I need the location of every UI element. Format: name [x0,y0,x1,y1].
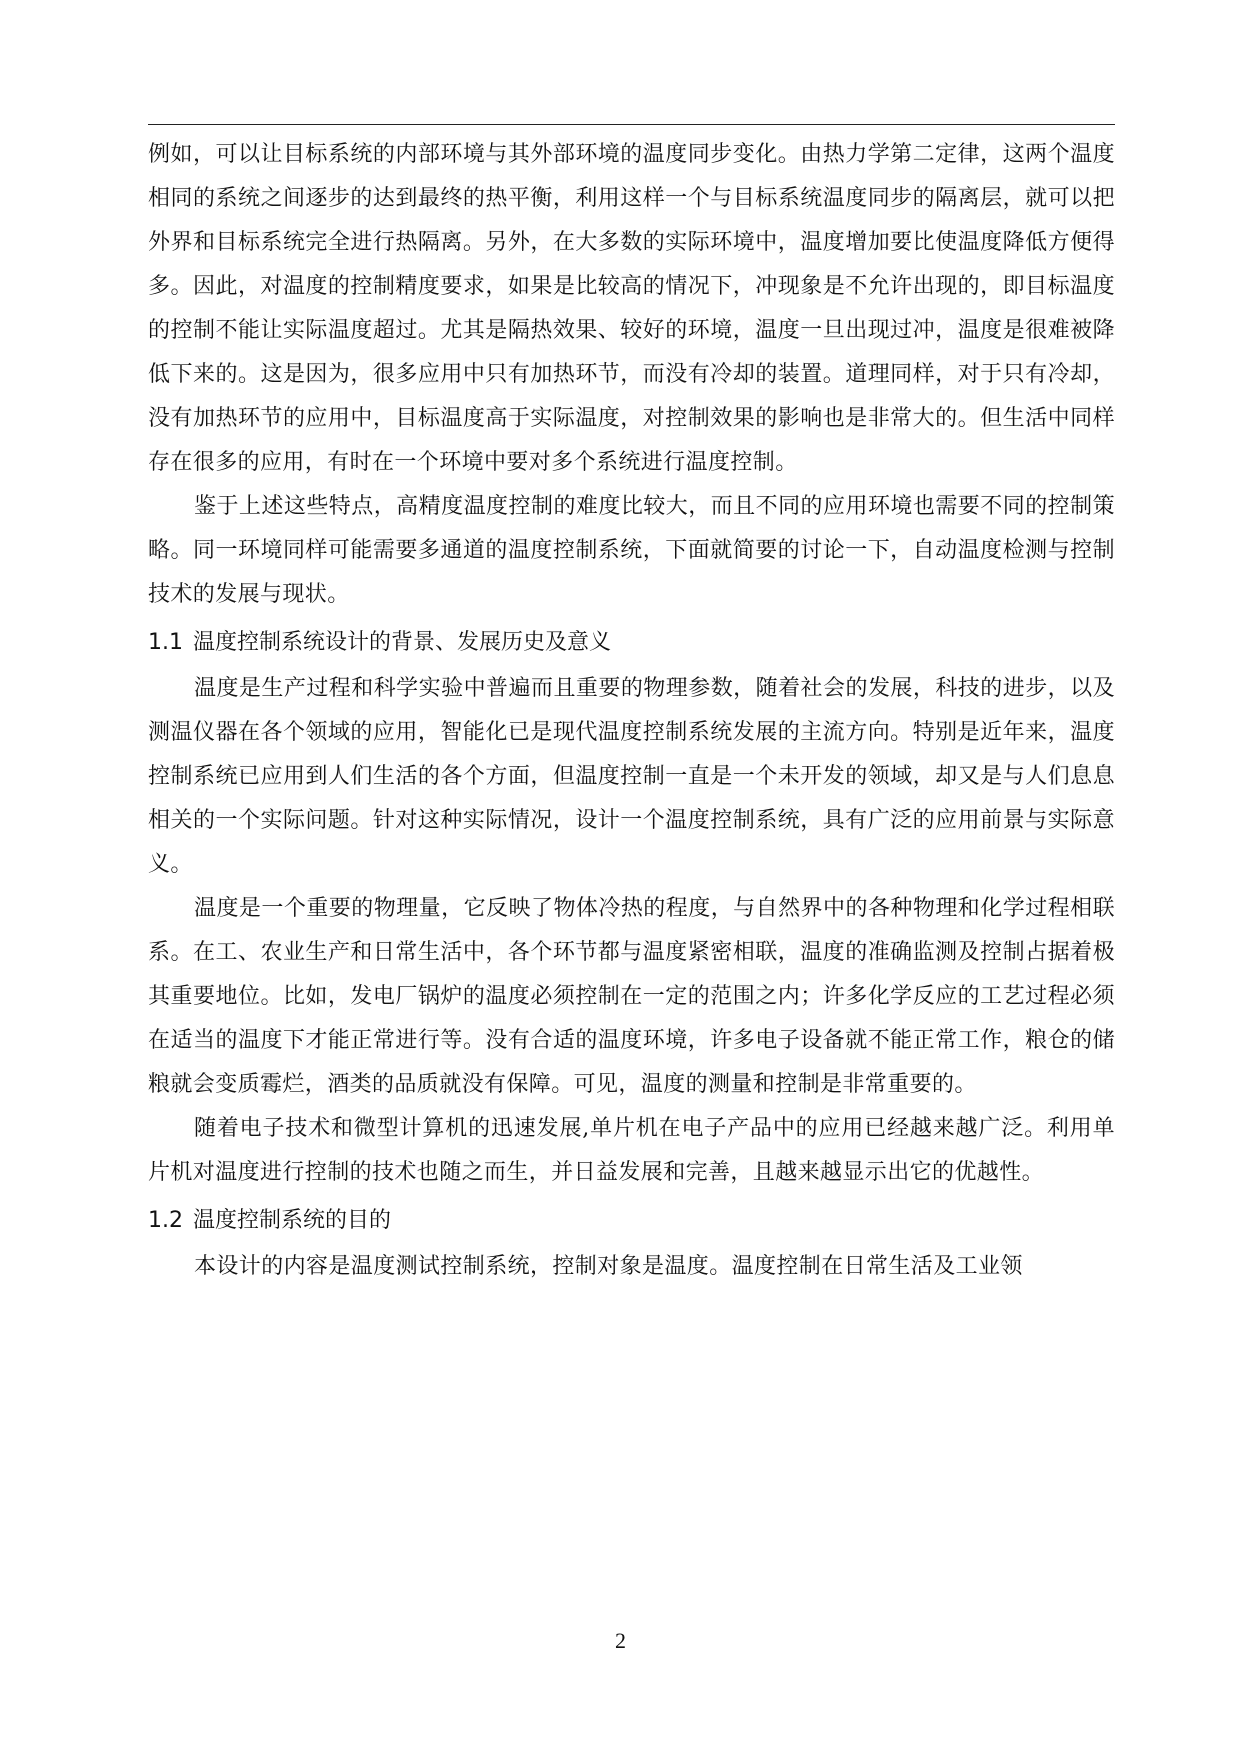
header-rule [148,124,1115,125]
body-paragraph: 本设计的内容是温度测试控制系统，控制对象是温度。温度控制在日常生活及工业领 [194,1254,1023,1279]
page-number: 2 [615,1628,626,1653]
section-title: 温度控制系统设计的背景、发展历史及意义 [193,630,612,655]
body-paragraph: 随着电子技术和微型计算机的迅速发展,单片机在电子产品中的应用已经越来越广泛。利用单片机对温度进行控制的技术也随之而生，并日益发展和完善，且越来越显示出它的优越性。 [148,1116,1115,1185]
body-paragraph: 温度是生产过程和科学实验中普遍而且重要的物理参数，随着社会的发展，科技的进步，以及测温仪器在各个领域的应用，智能化已是现代温度控制系统发展的主流方向。特别是近年来，温度控制系统已应用到人们生活的各个方面，但温度控制一直是一个未开发的领域，却又是与人们息息相关的一个实际问题。针对这种实际情况，设计一个温度控制系统，具有广泛的应用前景与实际意义。 [148,676,1115,877]
body-paragraph: 温度是一个重要的物理量，它反映了物体冷热的程度，与自然界中的各种物理和化学过程相联系。在工、农业生产和日常生活中，各个环节都与温度紧密相联，温度的准确监测及控制占据着极其重要地位。比如，发电厂锅炉的温度必须控制在一定的范围之内；许多化学反应的工艺过程必须在适当的温度下才能正常进行等。没有合适的温度环境，许多电子设备就不能正常工作，粮仓的储粮就会变质霉烂，酒类的品质就没有保障。可见，温度的测量和控制是非常重要的。 [148,896,1115,1097]
section-number: 1.2 [148,1208,183,1233]
body-paragraph: 鉴于上述这些特点，高精度温度控制的难度比较大，而且不同的应用环境也需要不同的控制策略。同一环境同样可能需要多通道的温度控制系统，下面就简要的讨论一下，自动温度检测与控制技术的发展与现状。 [148,494,1115,607]
section-title: 温度控制系统的目的 [193,1208,392,1233]
page-body [148,133,1115,1289]
section-heading [148,617,1115,667]
section-number: 1.1 [148,630,183,655]
body-paragraph: 例如，可以让目标系统的内部环境与其外部环境的温度同步变化。由热力学第二定律，这两个温度相同的系统之间逐步的达到最终的热平衡，利用这样一个与目标系统温度同步的隔离层，就可以把外界和目标系统完全进行热隔离。另外，在大多数的实际环境中，温度增加要比使温度降低方便得多。因此，对温度的控制精度要求，如果是比较高的情况下，冲现象是不允许出现的，即目标温度的控制不能让实际温度超过。尤其是隔热效果、较好的环境，温度一旦出现过冲，温度是很难被降低下来的。这是因为，很多应用中只有加热环节，而没有冷却的装置。道理同样，对于只有冷却，没有加热环节的应用中，目标温度高于实际温度，对控制效果的影响也是非常大的。但生活中同样存在很多的应用，有时在一个环境中要对多个系统进行温度控制。 [148,142,1115,475]
section-heading [148,1195,1115,1245]
